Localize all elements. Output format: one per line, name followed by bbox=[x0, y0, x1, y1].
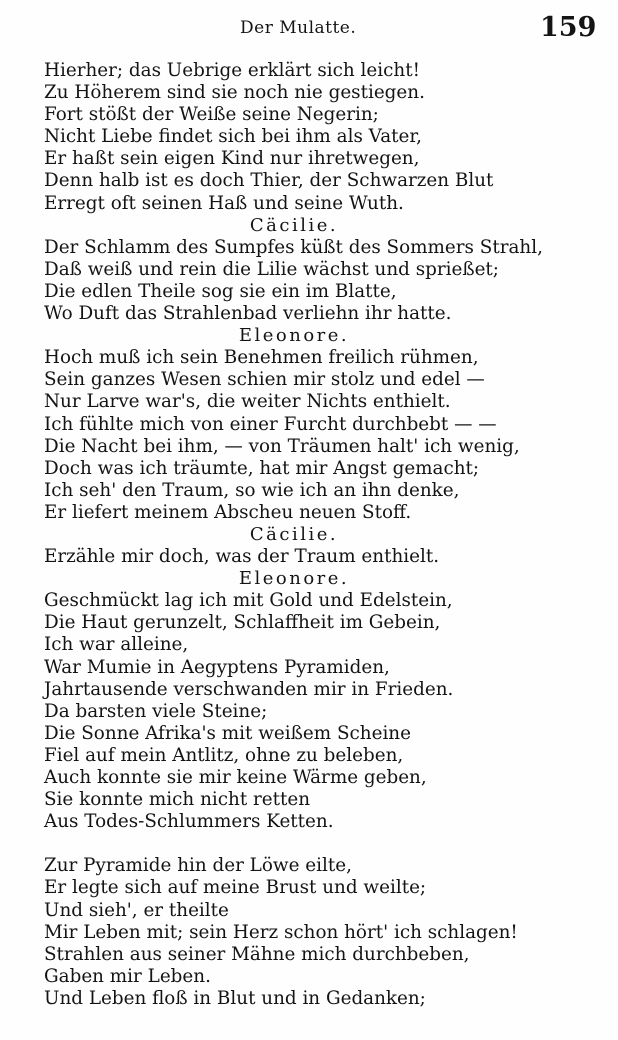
page-number: 159 bbox=[540, 12, 597, 43]
speaker-name: Eleonore. bbox=[238, 325, 350, 347]
verse-line: Ich seh' den Traum, so wie ich an ihn denke, bbox=[44, 479, 460, 501]
verse-line: Da barsten viele Steine; bbox=[44, 700, 268, 722]
speaker-name: Eleonore. bbox=[238, 568, 350, 590]
verse-line: Hoch muß ich sein Benehmen freilich rühmen, bbox=[44, 347, 479, 369]
verse-line: Aus Todes-Schlummers Ketten. bbox=[44, 811, 334, 833]
running-head: Der Mulatte. bbox=[240, 18, 357, 38]
verse-line: Der Schlamm des Sumpfes küßt des Sommers Strahl, bbox=[44, 236, 543, 258]
verse-line: Strahlen aus seiner Mähne mich durchbeben, bbox=[44, 943, 470, 965]
poem-body bbox=[44, 60, 604, 1010]
verse-line: Er legte sich auf meine Brust und weilte; bbox=[44, 877, 427, 899]
page-header bbox=[0, 12, 618, 52]
verse-line: Er haßt sein eigen Kind nur ihretwegen, bbox=[44, 148, 420, 170]
verse-line: Und sieh', er theilte bbox=[44, 899, 229, 921]
speaker-name: Cäcilie. bbox=[249, 523, 339, 545]
verse-line: Zur Pyramide hin der Löwe eilte, bbox=[44, 855, 352, 877]
verse-line: Mir Leben mit; sein Herz schon hört' ich schlagen! bbox=[44, 921, 518, 943]
verse-line: Fiel auf mein Antlitz, ohne zu beleben, bbox=[44, 744, 404, 766]
speaker-name: Cäcilie. bbox=[249, 214, 339, 236]
verse-line: Jahrtausende verschwanden mir in Frieden. bbox=[44, 678, 454, 700]
verse-line: War Mumie in Aegyptens Pyramiden, bbox=[44, 656, 390, 678]
verse-line: Erregt oft seinen Haß und seine Wuth. bbox=[44, 192, 404, 214]
verse-line: Erzähle mir doch, was der Traum enthielt. bbox=[44, 546, 440, 568]
verse-line: Er liefert meinem Abscheu neuen Stoff. bbox=[44, 501, 412, 523]
verse-line: Doch was ich träumte, hat mir Angst gemacht; bbox=[44, 457, 480, 479]
verse-line: Denn halb ist es doch Thier, der Schwarzen Blut bbox=[44, 170, 494, 192]
verse-line: Nur Larve war's, die weiter Nichts enthielt. bbox=[44, 391, 451, 413]
verse-line: Daß weiß und rein die Lilie wächst und sprießet; bbox=[44, 258, 499, 280]
verse-line: Die Sonne Afrika's mit weißem Scheine bbox=[44, 722, 411, 744]
stanza-break bbox=[44, 833, 604, 855]
verse-line: Die edlen Theile sog sie ein im Blatte, bbox=[44, 280, 397, 302]
verse-line: Ich fühlte mich von einer Furcht durchbebt — — bbox=[44, 413, 497, 435]
verse-line: Gaben mir Leben. bbox=[44, 965, 211, 987]
verse-line: Die Nacht bei ihm, — von Träumen halt' ich wenig, bbox=[44, 435, 520, 457]
verse-line: Wo Duft das Strahlenbad verliehn ihr hatte. bbox=[44, 303, 452, 325]
verse-line: Hierher; das Uebrige erklärt sich leicht! bbox=[44, 60, 420, 81]
verse-line: Fort stößt der Weiße seine Negerin; bbox=[44, 104, 379, 126]
verse-line: Die Haut gerunzelt, Schlaffheit im Gebein, bbox=[44, 612, 441, 634]
verse-line: Zu Höherem sind sie noch nie gestiegen. bbox=[44, 82, 425, 104]
verse-line: Sein ganzes Wesen schien mir stolz und edel — bbox=[44, 369, 485, 391]
verse-line: Und Leben floß in Blut und in Gedanken; bbox=[44, 987, 426, 1009]
verse-line: Auch konnte sie mir keine Wärme geben, bbox=[44, 767, 427, 788]
verse-line: Sie konnte mich nicht retten bbox=[44, 789, 311, 811]
verse-line: Nicht Liebe findet sich bei ihm als Vater, bbox=[44, 126, 422, 148]
verse-line: Ich war alleine, bbox=[44, 634, 189, 656]
verse-line: Geschmückt lag ich mit Gold und Edelstein, bbox=[44, 590, 453, 612]
